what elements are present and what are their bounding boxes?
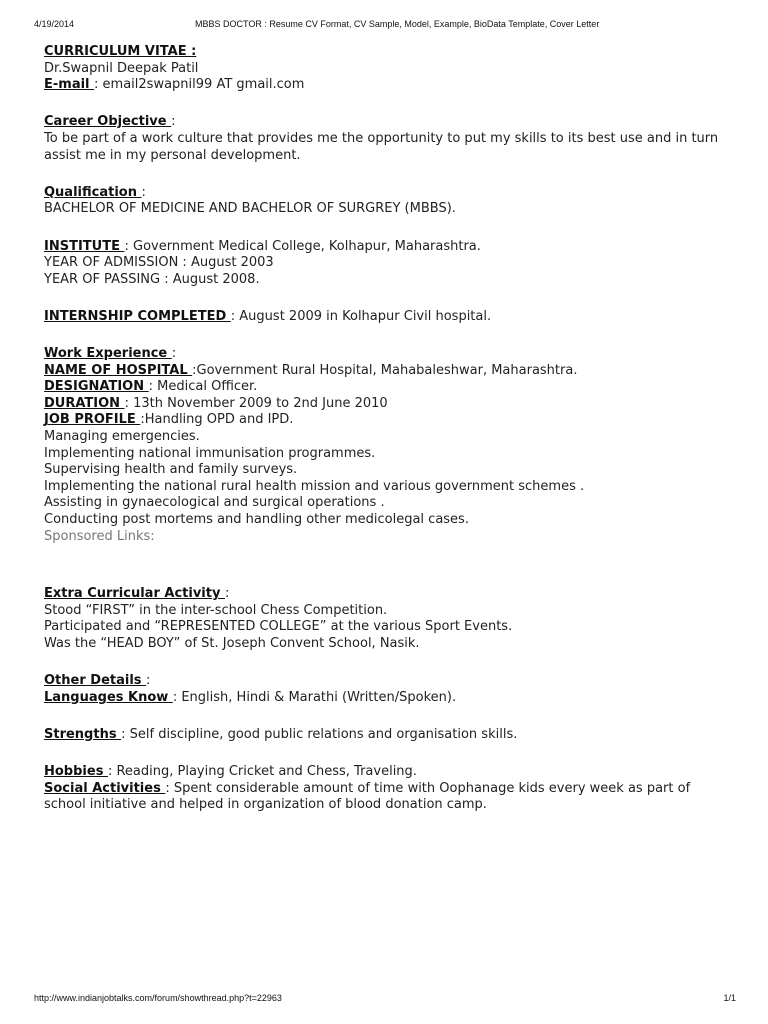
languages-line: [44, 690, 734, 707]
extra-curricular-heading: [44, 586, 734, 603]
qualification-text: BACHELOR OF MEDICINE AND BACHELOR OF SURGREY (MBBS).: [44, 201, 456, 217]
resume-heading: CURRICULUM VITAE :: [44, 44, 197, 59]
hospital-line: [44, 363, 734, 380]
social-activities-value: : Spent considerable amount of time with Oophanage kids every week as part of school initiative and helped in organization of blood donation camp.: [44, 780, 691, 813]
strengths-value: : Self discipline, good public relations and organisation skills.: [121, 726, 518, 742]
career-objective-sep: :: [171, 114, 176, 130]
social-activities-line: [44, 781, 734, 814]
email-value: : email2swapnil99 AT gmail.com: [94, 77, 305, 93]
duration-value: : 13th November 2009 to 2nd June 2010: [124, 395, 388, 411]
institute-line: [44, 239, 734, 256]
work-experience-heading: [44, 346, 734, 363]
extra-curricular-label: Extra Curricular Activity: [44, 586, 225, 602]
duration-label: DURATION: [44, 395, 125, 411]
other-details-heading: [44, 673, 734, 690]
internship-value: : August 2009 in Kolhapur Civil hospital.: [230, 308, 492, 324]
work-experience-sep: :: [171, 346, 177, 362]
strengths-label: Strengths: [44, 726, 122, 742]
social-activities-label: Social Activities: [44, 780, 166, 796]
print-page-title: MBBS DOCTOR : Resume CV Format, CV Sample, Model, Example, BioData Template, Cover Letter: [195, 19, 600, 29]
email-label: E-mail: [44, 77, 95, 93]
duty-item: Assisting in gynaecological and surgical operations .: [44, 495, 385, 511]
extra-curricular-sep: :: [224, 586, 230, 602]
hobbies-line: [44, 764, 734, 781]
languages-value: : English, Hindi & Marathi (Written/Spoken).: [172, 689, 457, 705]
resume-heading-line: [44, 44, 734, 61]
internship-label: INTERNSHIP COMPLETED: [44, 308, 231, 324]
admission-year: YEAR OF ADMISSION : August 2003: [44, 255, 274, 271]
duty-item: Supervising health and family surveys.: [44, 462, 298, 478]
work-experience-label: Work Experience: [44, 346, 172, 362]
extra-curricular-item: Was the “HEAD BOY” of St. Joseph Convent School, Nasik.: [44, 635, 420, 651]
print-date: 4/19/2014: [34, 19, 75, 29]
qualification-heading: [44, 185, 734, 202]
job-profile-label: JOB PROFILE: [44, 412, 141, 428]
institute-value: : Government Medical College, Kolhapur, Maharashtra.: [124, 238, 481, 254]
email-line: [44, 77, 734, 94]
hobbies-value: : Reading, Playing Cricket and Chess, Traveling.: [107, 764, 417, 780]
job-profile-value: :Handling OPD and IPD.: [140, 412, 294, 428]
duty-item: Implementing the national rural health mission and various government schemes .: [44, 478, 585, 494]
designation-line: [44, 379, 734, 396]
duty-item: Implementing national immunisation programmes.: [44, 445, 376, 461]
job-profile-line: [44, 412, 734, 429]
page-number: 1/1: [723, 993, 736, 1003]
extra-curricular-item: Participated and “REPRESENTED COLLEGE” at the various Sport Events.: [44, 619, 513, 635]
duty-item: Conducting post mortems and handling other medicolegal cases.: [44, 512, 469, 528]
career-objective-text: To be part of a work culture that provides me the opportunity to put my skills to its best use and in turn assist me in my personal development.: [44, 130, 719, 163]
strengths-line: [44, 727, 734, 744]
designation-label: DESIGNATION: [44, 379, 149, 395]
other-details-sep: :: [146, 673, 151, 689]
passing-year: YEAR OF PASSING : August 2008.: [44, 271, 260, 287]
duty-item: Managing emergencies.: [44, 429, 200, 445]
extra-curricular-item: Stood “FIRST” in the inter-school Chess Competition.: [44, 602, 388, 618]
career-objective-heading: [44, 114, 734, 131]
internship-line: [44, 309, 734, 326]
other-details-label: Other Details: [44, 673, 147, 689]
qualification-sep: :: [141, 184, 146, 200]
languages-label: Languages Know: [44, 689, 173, 705]
resume-document: [44, 44, 734, 814]
qualification-label: Qualification: [44, 184, 142, 200]
hobbies-label: Hobbies: [44, 764, 108, 780]
hospital-label: NAME OF HOSPITAL: [44, 362, 193, 378]
institute-label: INSTITUTE: [44, 238, 125, 254]
career-objective-label: Career Objective: [44, 114, 172, 130]
sponsored-links-label: Sponsored Links:: [44, 528, 155, 544]
designation-value: : Medical Officer.: [148, 379, 258, 395]
hospital-value: :Government Rural Hospital, Mahabaleshwar, Maharashtra.: [192, 362, 578, 378]
duration-line: [44, 396, 734, 413]
print-url: http://www.indianjobtalks.com/forum/showthread.php?t=22963: [34, 993, 282, 1003]
candidate-name: Dr.Swapnil Deepak Patil: [44, 60, 199, 76]
